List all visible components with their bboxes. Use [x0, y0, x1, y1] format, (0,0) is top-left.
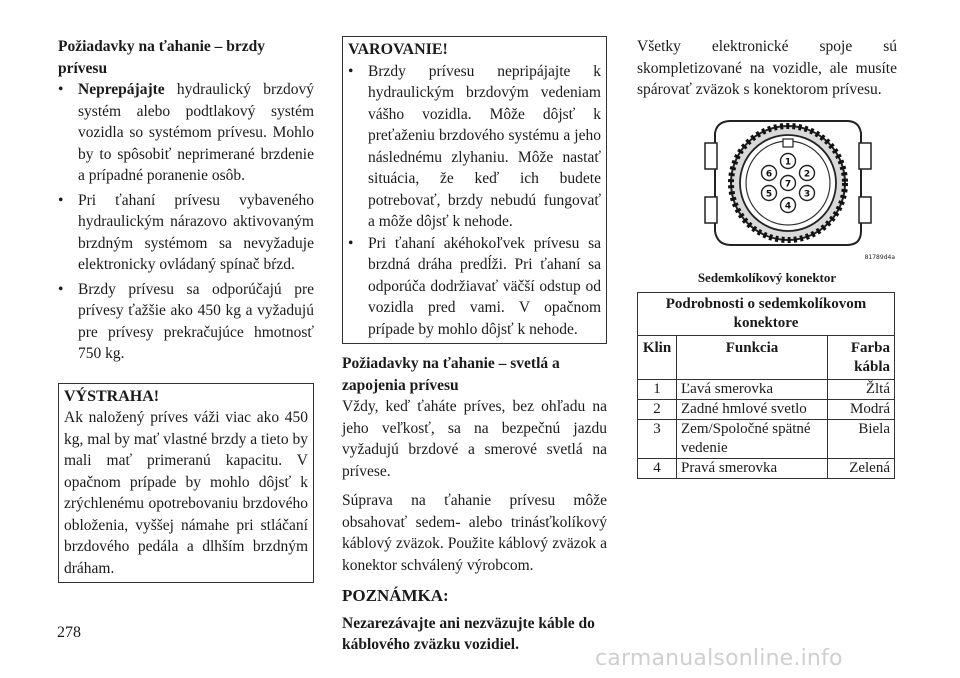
pin-label: 1: [784, 157, 792, 167]
table-title: Podrobnosti o sedemkolíkovom konektore: [638, 292, 895, 335]
bullet-icon: •: [58, 191, 64, 209]
warning-box: [58, 383, 314, 584]
emphasis-text: Neprepájajte: [78, 81, 165, 98]
table-cell: Zem/Spoločné spätné vedenie: [677, 419, 828, 458]
table-cell: Zadné hmlové svetlo: [677, 399, 828, 419]
note-title: POZNÁMKA:: [342, 586, 449, 605]
bullet-icon: •: [348, 62, 354, 80]
table-cell: 1: [638, 379, 677, 399]
list-item: [58, 190, 314, 276]
caution-title: VAROVANIE!: [348, 41, 448, 58]
bullet-icon: •: [348, 234, 354, 252]
bullet-icon: •: [58, 81, 64, 98]
pin-label: 6: [765, 169, 773, 179]
connector-figure: [697, 113, 897, 273]
table-header: Farba kábla: [828, 335, 895, 379]
note-text: Nezarezávajte ani nezväzujte káble do káblového zväzku vozidiel.: [342, 614, 595, 653]
caution-box: [342, 36, 607, 344]
table-cell: 3: [638, 419, 677, 458]
section-heading-brakes: Požiadavky na ťahanie – brzdy prívesu: [58, 38, 266, 77]
table-cell: Zelená: [828, 458, 895, 478]
column-left: [58, 36, 314, 583]
table-row: [638, 399, 895, 419]
page-number: 278: [57, 624, 81, 641]
table-cell: Pravá smerovka: [677, 458, 828, 478]
list-item-text: Pri ťahaní prívesu vybaveného hydraulickým nárazovo aktivovaným brzdným systémom sa nevyžaduje elektronicky ovládaný spínač bŕzd.: [78, 191, 314, 273]
list-item-text: Brzdy prívesu sa odporúčajú pre prívesy ťažšie ako 450 kg a vyžadujú pre prívesy prekračujúce hmotnosť 750 kg.: [78, 280, 314, 362]
section-heading-lights: Požiadavky na ťahanie – svetlá a zapojenia prívesu: [342, 355, 560, 394]
paragraph: Súprava na ťahanie prívesu môže obsahovať sedem- alebo trinásťkolíkový káblový zväzok. Použite káblový zväzok a konektor schválený výrobcom.: [342, 492, 607, 574]
table-row: [638, 379, 895, 399]
pin-label: 2: [803, 169, 811, 179]
bullet-icon: •: [58, 280, 64, 298]
figure-id: 81789d4a: [864, 254, 895, 261]
pin-label: 4: [784, 201, 792, 211]
pin-label: 5: [765, 189, 773, 199]
figure-caption: Sedemkolíkový konektor: [697, 269, 837, 285]
paragraph: Všetky elektronické spoje sú skompletizované na vozidle, ale musíte spárovať zväzok s konektorom prívesu.: [637, 38, 897, 98]
warning-title: VÝSTRAHA!: [64, 387, 160, 405]
connector-table: [637, 292, 895, 479]
list-item: [58, 79, 314, 187]
paragraph: Vždy, keď ťaháte príves, bez ohľadu na jeho veľkosť, sa na bezpečnú jazdu vyžadujú brzdové a smerové svetlá na prívese.: [342, 398, 607, 480]
table-cell: Ľavá smerovka: [677, 379, 828, 399]
table-cell: Žltá: [828, 379, 895, 399]
list-item: [58, 279, 314, 365]
list-item-text: hydraulický brzdový systém alebo podtlakový systém vozidla so systémom prívesu. Mohlo by to spôsobiť neprimerané brzdenie a prípadné poranenie osôb.: [78, 81, 314, 184]
pin-label: 7: [784, 179, 792, 189]
watermark: carmanualsonline.info: [595, 646, 843, 671]
list-item-text: Pri ťahaní akéhokoľvek prívesu sa brzdná dráha predĺži. Pri ťahaní sa odporúča dodržiavať väčší odstup od vozidla pred vami. V opačnom prípade by mohlo dôjsť k nehode.: [368, 234, 601, 338]
pin-label: 3: [803, 189, 811, 199]
list-item: [348, 61, 601, 233]
table-row: [638, 458, 895, 478]
table-row: [638, 419, 895, 458]
list-item: [348, 233, 601, 341]
table-cell: 4: [638, 458, 677, 478]
table-cell: Biela: [828, 419, 895, 458]
list-item-text: Brzdy prívesu nepripájajte k hydraulickým brzdovým vedeniam vášho vozidla. Môže dôjsť k preťaženiu brzdového systému a jeho následnému zlyhaniu. Môže nastať situácia, že keď ich budete potrebovať, brzdy nebudú fungovať a môže dôjsť k nehode.: [368, 62, 601, 230]
table-cell: 2: [638, 399, 677, 419]
table-header: Funkcia: [677, 335, 828, 379]
column-middle: [342, 36, 607, 656]
column-right: [637, 36, 897, 479]
table-header: Klin: [638, 335, 677, 379]
warning-text: Ak naložený príves váži viac ako 450 kg, mal by mať vlastné brzdy a tieto by mali mať primeranú kapacitu. V opačnom prípade by mohlo dôjsť k zrýchlenému opotrebovaniu brzdového obloženia, vyššej námahe pri stláčaní brzdového pedála a dlhším brzdným dráham.: [64, 409, 308, 577]
table-cell: Modrá: [828, 399, 895, 419]
